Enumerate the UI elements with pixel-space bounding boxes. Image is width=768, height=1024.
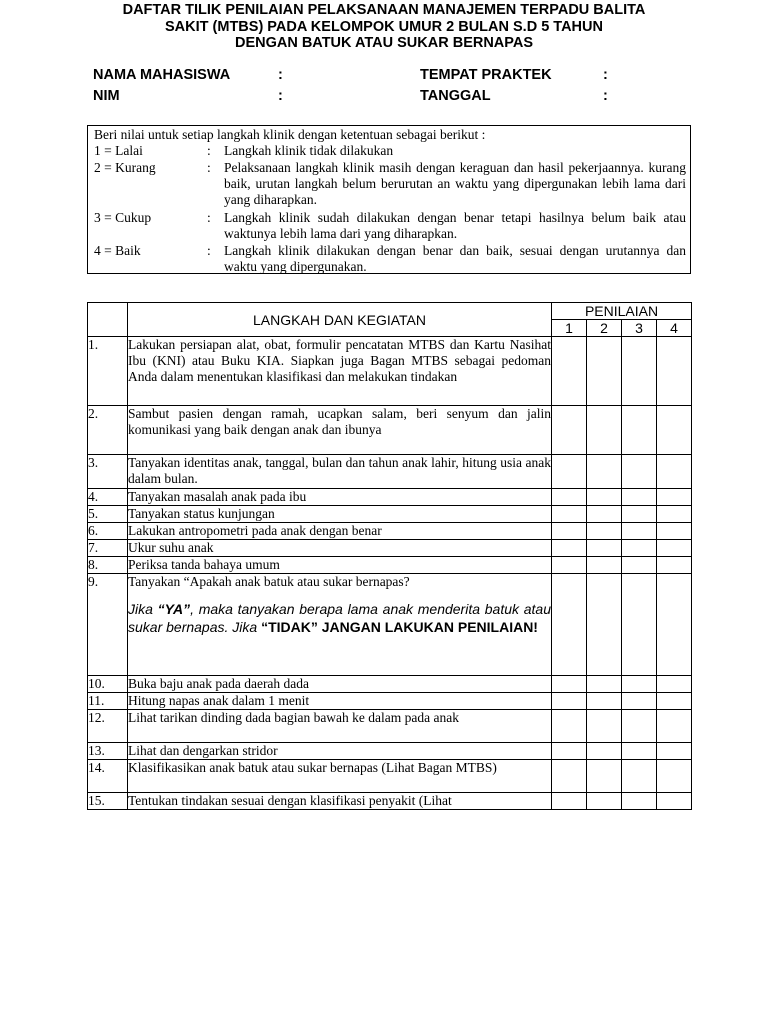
tanggal-label: TANGGAL [420,88,491,104]
step-description-cell [128,743,552,760]
step-text: Sambut pasien dengan ramah, ucapkan salam, beri senyum dan jalin komunikasi yang baik dengan anak dan ibunya [128,406,551,437]
score-cell-4[interactable] [657,406,692,455]
score-cell-1[interactable] [552,540,587,557]
score-label-4: 4 [657,320,692,337]
score-cell-4[interactable] [657,574,692,676]
step-description-cell [128,693,552,710]
score-cell-1[interactable] [552,743,587,760]
score-cell-1[interactable] [552,506,587,523]
score-cell-4[interactable] [657,455,692,489]
score-cell-1[interactable] [552,557,587,574]
score-cell-4[interactable] [657,710,692,743]
score-cell-3[interactable] [622,574,657,676]
score-cell-2[interactable] [587,540,622,557]
step-text: Lakukan persiapan alat, obat, formulir pencatatan MTBS dan Kartu Nasihat Ibu (KNI) atau Buku KIA. Siapkan juga Bagan MTBS sebagai pedoman Anda dalam menentukan klasifikasi dan melakukan tindakan [128,337,551,384]
nama-colon: : [278,67,283,83]
legend-intro: Beri nilai untuk setiap langkah klinik dengan ketentuan sebagai berikut : [94,127,486,142]
table-row [88,574,692,676]
score-cell-2[interactable] [587,574,622,676]
header-number-cell [88,303,128,337]
table-row [88,523,692,540]
legend-desc: Langkah klinik dilakukan dengan benar dan baik, sesuai dengan urutannya dan waktu yang dipergunakan. [224,243,686,274]
step-description-cell [128,523,552,540]
document-title [0,2,768,52]
score-cell-1[interactable] [552,676,587,693]
legend-key: 1 = Lalai [94,143,143,158]
step-text: Tanyakan identitas anak, tanggal, bulan dan tahun anak lahir, hitung usia anak dalam bulan. [128,455,551,486]
legend-key: 3 = Cukup [94,210,152,225]
score-label-3: 3 [622,320,657,337]
step-description-cell [128,760,552,793]
score-cell-1[interactable] [552,523,587,540]
score-cell-2[interactable] [587,743,622,760]
note-text: , maka tanyakan berapa lama anak menderita batuk atau sukar bernapas. Jika [128,601,551,635]
score-cell-4[interactable] [657,760,692,793]
step-description-cell [128,710,552,743]
step-description-cell [128,337,552,406]
score-cell-2[interactable] [587,793,622,810]
table-row [88,337,692,406]
assessment-table [87,302,692,810]
step-number: 4. [88,489,128,506]
legend-key: 2 = Kurang [94,160,156,175]
title-line-1: DAFTAR TILIK PENILAIAN PELAKSANAAN MANAJEMEN TERPADU BALITA [122,2,646,18]
step-number: 15. [88,793,128,810]
legend-colon: : [207,143,211,158]
score-label-2: 2 [587,320,622,337]
tanggal-colon: : [603,88,608,104]
step-number: 5. [88,506,128,523]
step-description-cell [128,540,552,557]
step-number: 7. [88,540,128,557]
step-note [128,600,551,636]
step-text: Tanyakan masalah anak pada ibu [128,489,307,504]
assessment-rows [88,337,692,810]
score-cell-1[interactable] [552,760,587,793]
title-line-3: DENGAN BATUK ATAU SUKAR BERNAPAS [234,35,534,51]
score-cell-2[interactable] [587,506,622,523]
score-cell-2[interactable] [587,557,622,574]
tempat-colon: : [603,67,608,83]
table-row [88,557,692,574]
score-cell-4[interactable] [657,337,692,406]
step-number: 11. [88,693,128,710]
table-row [88,760,692,793]
step-description-cell [128,574,552,676]
score-cell-3[interactable] [622,406,657,455]
step-text: Hitung napas anak dalam 1 menit [128,693,310,708]
score-cell-2[interactable] [587,489,622,506]
legend-colon: : [207,160,211,175]
step-number: 14. [88,760,128,793]
step-description-cell [128,793,552,810]
step-number: 2. [88,406,128,455]
nim-colon: : [278,88,283,104]
score-cell-1[interactable] [552,574,587,676]
score-cell-3[interactable] [622,337,657,406]
step-number: 12. [88,710,128,743]
tempat-label: TEMPAT PRAKTEK [420,67,552,83]
table-row [88,406,692,455]
score-cell-4[interactable] [657,557,692,574]
score-cell-4[interactable] [657,489,692,506]
legend-colon: : [207,210,211,225]
score-cell-4[interactable] [657,506,692,523]
scoring-legend [87,125,691,274]
score-cell-4[interactable] [657,793,692,810]
score-cell-1[interactable] [552,710,587,743]
step-description-cell [128,557,552,574]
legend-desc: Langkah klinik tidak dilakukan [224,143,394,158]
score-cell-3[interactable] [622,506,657,523]
score-cell-2[interactable] [587,406,622,455]
table-row [88,506,692,523]
nama-label: NAMA MAHASISWA [93,67,231,83]
score-cell-3[interactable] [622,760,657,793]
score-cell-1[interactable] [552,406,587,455]
score-cell-2[interactable] [587,337,622,406]
step-description-cell [128,489,552,506]
step-number: 6. [88,523,128,540]
score-cell-3[interactable] [622,455,657,489]
step-text: Lihat tarikan dinding dada bagian bawah ke dalam pada anak [128,710,459,725]
step-number: 13. [88,743,128,760]
score-cell-3[interactable] [622,710,657,743]
score-cell-3[interactable] [622,693,657,710]
step-text: Buka baju anak pada daerah dada [128,676,310,691]
score-cell-1[interactable] [552,337,587,406]
score-cell-2[interactable] [587,693,622,710]
table-row [88,743,692,760]
nim-label: NIM [93,88,120,104]
score-cell-3[interactable] [622,557,657,574]
table-row [88,710,692,743]
score-cell-1[interactable] [552,455,587,489]
score-label-1: 1 [552,320,587,337]
legend-colon: : [207,243,211,258]
step-description-cell [128,506,552,523]
legend-desc: Langkah klinik sudah dilakukan dengan benar tetapi hasilnya belum baik atau waktunya lebih lama dari yang diharapkan. [224,210,686,241]
score-cell-3[interactable] [622,523,657,540]
score-cell-2[interactable] [587,523,622,540]
score-cell-1[interactable] [552,793,587,810]
score-cell-2[interactable] [587,676,622,693]
score-cell-1[interactable] [552,693,587,710]
step-text: Tentukan tindakan sesuai dengan klasifikasi penyakit (Lihat [128,793,452,808]
table-row [88,793,692,810]
note-text: Jika [128,601,158,617]
score-cell-3[interactable] [622,489,657,506]
step-number: 10. [88,676,128,693]
score-cell-3[interactable] [622,676,657,693]
score-cell-3[interactable] [622,743,657,760]
header-activity: LANGKAH DAN KEGIATAN [128,303,552,337]
note-emphasis-tidak: “TIDAK” JANGAN LAKUKAN PENILAIAN! [261,619,538,635]
step-description-cell [128,676,552,693]
table-row [88,455,692,489]
score-cell-4[interactable] [657,743,692,760]
score-cell-4[interactable] [657,523,692,540]
step-description-cell [128,455,552,489]
header-score: PENILAIAN [552,303,692,320]
step-text: Klasifikasikan anak batuk atau sukar bernapas (Lihat Bagan MTBS) [128,760,497,775]
score-cell-2[interactable] [587,710,622,743]
step-text: Tanyakan status kunjungan [128,506,275,521]
step-text: Ukur suhu anak [128,540,214,555]
score-cell-2[interactable] [587,760,622,793]
step-number: 1. [88,337,128,406]
table-row [88,540,692,557]
score-cell-4[interactable] [657,693,692,710]
step-number: 3. [88,455,128,489]
table-row [88,489,692,506]
legend-desc: Pelaksanaan langkah klinik masih dengan keraguan dan hasil pekerjaannya. kurang baik, urutan langkah belum berurutan an waktu yang dipergunakan lebih lama dari yang diharapkan. [224,160,686,207]
note-emphasis-ya: “YA” [157,601,191,617]
step-text: Lihat dan dengarkan stridor [128,743,278,758]
step-number: 8. [88,557,128,574]
table-header-row [88,303,692,320]
step-text: Tanyakan “Apakah anak batuk atau sukar bernapas? [128,574,410,589]
step-text: Lakukan antropometri pada anak dengan benar [128,523,382,538]
score-cell-4[interactable] [657,676,692,693]
legend-key: 4 = Baik [94,243,141,258]
score-cell-4[interactable] [657,540,692,557]
score-cell-1[interactable] [552,489,587,506]
score-cell-3[interactable] [622,540,657,557]
score-cell-2[interactable] [587,455,622,489]
table-row [88,676,692,693]
step-number: 9. [88,574,128,676]
score-cell-3[interactable] [622,793,657,810]
table-row [88,693,692,710]
step-text: Periksa tanda bahaya umum [128,557,280,572]
title-line-2: SAKIT (MTBS) PADA KELOMPOK UMUR 2 BULAN S.D 5 TAHUN [165,18,603,35]
step-description-cell [128,406,552,455]
